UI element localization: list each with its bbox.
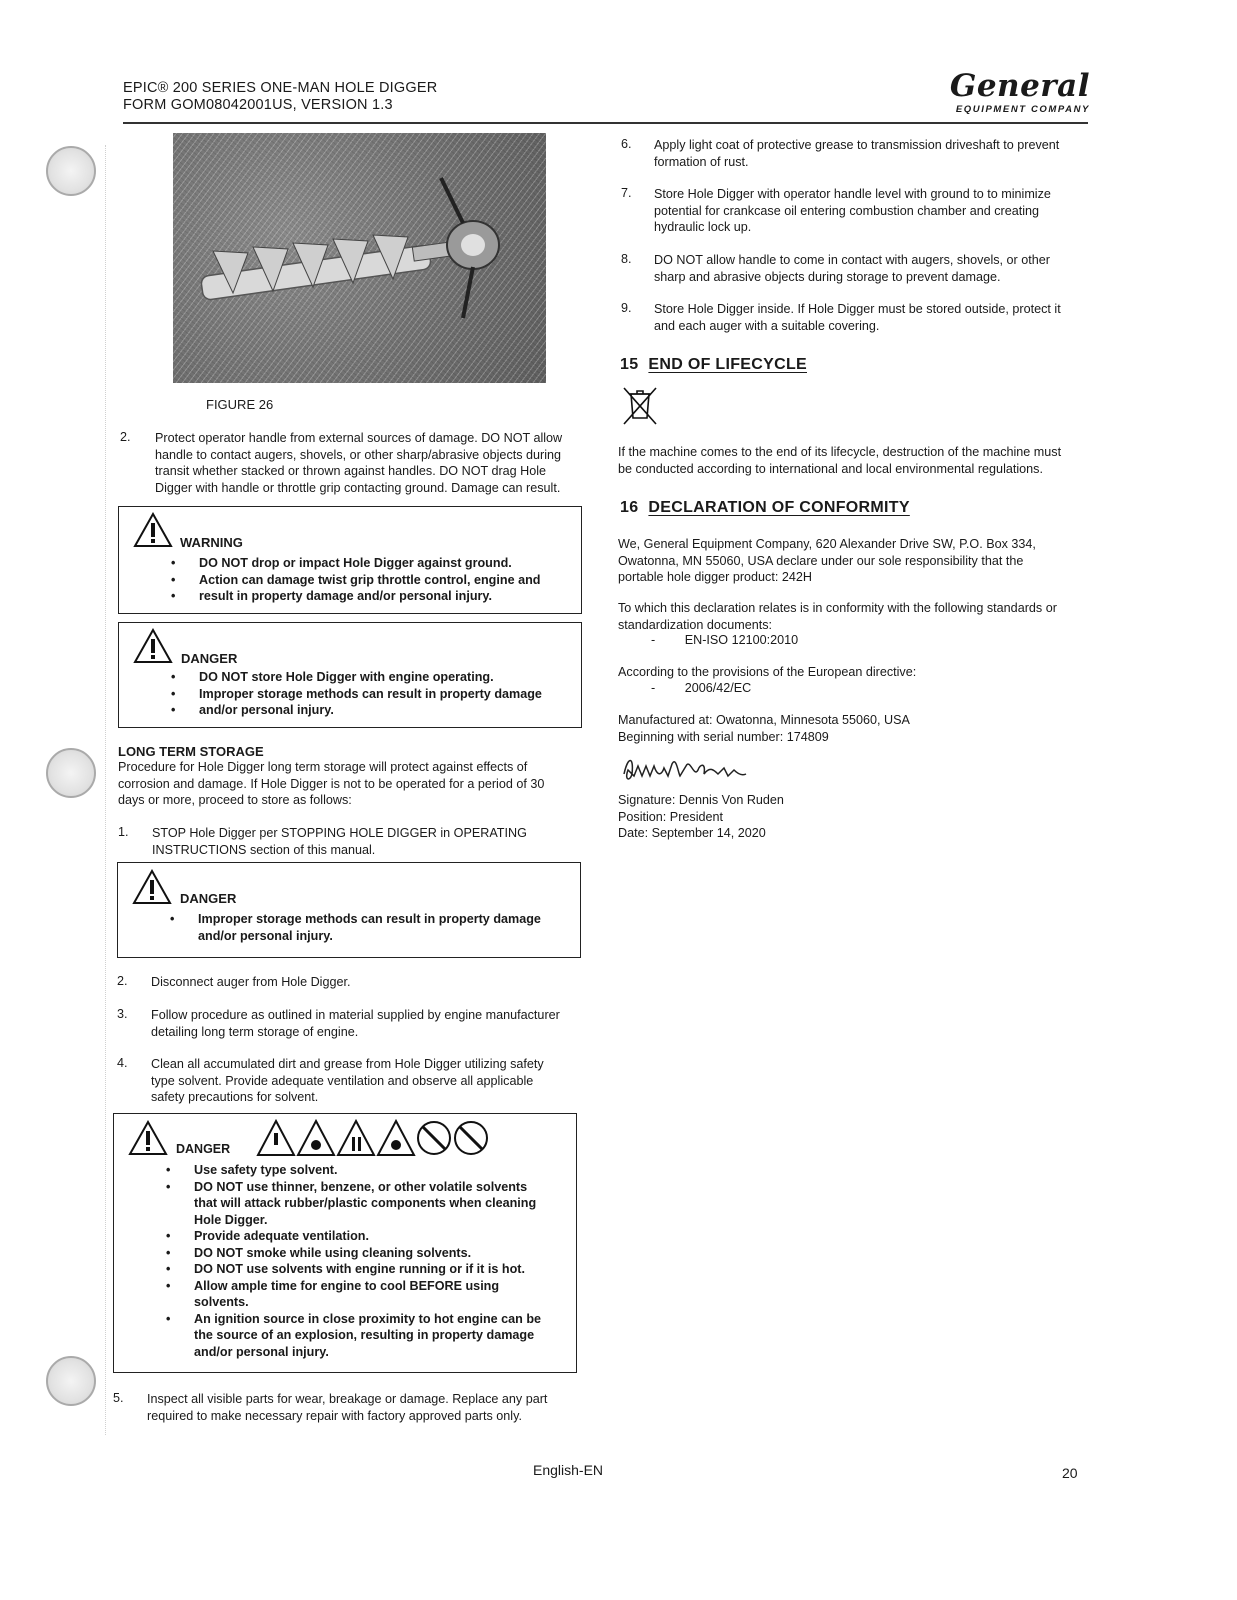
- text-line: DO NOT allow handle to come in contact with augers, shovels, or other: [654, 253, 1050, 267]
- signature-block: [618, 792, 784, 842]
- lt-step-4-number: 4.: [117, 1056, 128, 1070]
- text-line: handle to contact augers, shovels, or other sharp/abrasive objects during: [155, 447, 562, 462]
- list-item: • DO NOT smoke while using cleaning solvents.: [166, 1245, 566, 1262]
- serial-number: Beginning with serial number: 174809: [618, 729, 829, 744]
- text-line: and each auger with a suitable covering.: [654, 318, 880, 333]
- list-item-continuation: solvents.: [194, 1295, 249, 1309]
- declaration-paragraph-2: [618, 600, 1098, 633]
- long-term-storage-section: [118, 744, 588, 809]
- danger-triangle-icon: [133, 628, 173, 664]
- text-line: Store Hole Digger with operator handle level with ground to to minimize: [654, 187, 1051, 201]
- list-item: • Use safety type solvent.: [166, 1162, 566, 1179]
- danger-list: [170, 911, 570, 944]
- list-item: • Action can damage twist grip throttle control, engine and: [171, 572, 571, 589]
- directive-item: [651, 680, 751, 697]
- hazard-pictograms-icon: [256, 1117, 496, 1159]
- punch-hole-middle: [46, 748, 96, 798]
- list-item: • DO NOT use thinner, benzene, or other volatile solvents: [166, 1179, 566, 1196]
- list-item: and/or personal injury.: [198, 928, 333, 943]
- section-title: END OF LIFECYCLE: [648, 356, 807, 373]
- header-title-line2: FORM GOM08042001US, VERSION 1.3: [123, 97, 393, 113]
- long-term-storage-heading: LONG TERM STORAGE: [118, 744, 264, 759]
- text-line: Inspect all visible parts for wear, breakage or damage. Replace any part: [147, 1392, 548, 1406]
- signature-position: Position: President: [618, 809, 724, 824]
- section-number: 15: [620, 356, 639, 373]
- text-line: STOP Hole Digger per STOPPING HOLE DIGGER in OPERATING: [152, 826, 527, 840]
- text-line: Owatonna, MN 55060, USA declare under our sole responsibility that the: [618, 553, 1024, 568]
- footer-language: English-EN: [533, 1462, 604, 1478]
- list-item: • Improper storage methods can result in property damage: [170, 911, 570, 928]
- warning-list: [171, 555, 571, 605]
- list-item: • Provide adequate ventilation.: [166, 1228, 566, 1245]
- directive-name: 2006/42/EC: [684, 681, 752, 695]
- lt-step-2-text: Disconnect auger from Hole Digger.: [151, 975, 351, 989]
- text-line: Follow procedure as outlined in material supplied by engine manufacturer: [151, 1008, 560, 1022]
- step-6-text: [654, 137, 1094, 170]
- text-line: transit whether stacked or thrown against handles. DO NOT drag Hole: [155, 464, 547, 478]
- list-item: • DO NOT use solvents with engine running or if it is hot.: [166, 1261, 566, 1278]
- text-line: We, General Equipment Company, 620 Alexander Drive SW, P.O. Box 334,: [618, 537, 1036, 551]
- section-title: DECLARATION OF CONFORMITY: [648, 499, 910, 516]
- danger-triangle-icon: [132, 869, 172, 905]
- danger-box-solvents: [113, 1113, 577, 1373]
- page-number: 20: [1062, 1465, 1078, 1481]
- figure-26-photo: [173, 133, 546, 383]
- lt-step-2-number: 2.: [117, 974, 128, 988]
- text-line: Procedure for Hole Digger long term storage will protect against effects of: [118, 760, 528, 774]
- text-line: standardization documents:: [618, 617, 773, 632]
- step-9-text: [654, 301, 1094, 334]
- list-item: • result in property damage and/or personal injury.: [171, 588, 571, 605]
- dash: -: [651, 681, 656, 695]
- list-item-continuation: the source of an explosion, resulting in property damage: [194, 1328, 535, 1342]
- section-number: 16: [620, 499, 639, 516]
- text-line: INSTRUCTIONS section of this manual.: [152, 842, 376, 857]
- danger-title: DANGER: [176, 1142, 231, 1156]
- list-item-continuation: that will attack rubber/plastic components when cleaning: [194, 1196, 537, 1210]
- text-line: To which this declaration relates is in conformity with the following standards or: [618, 601, 1057, 615]
- text-line: Store Hole Digger inside. If Hole Digger must be stored outside, protect it: [654, 302, 1061, 316]
- step-7-text: [654, 186, 1094, 236]
- company-logo: [940, 70, 1090, 115]
- dash: -: [651, 633, 656, 647]
- danger-box-storage: [118, 622, 582, 728]
- warning-box: [118, 506, 582, 614]
- logo-wordmark: General: [949, 68, 1090, 104]
- text-line: Clean all accumulated dirt and grease from Hole Digger utilizing safety: [151, 1057, 544, 1071]
- section-16-heading: [620, 499, 910, 517]
- document-header: [123, 80, 437, 114]
- signature-date: Date: September 14, 2020: [618, 826, 766, 840]
- margin-dotted-line: [105, 145, 106, 1435]
- danger-list: [171, 669, 571, 719]
- lt-step-3-text: [151, 1007, 591, 1040]
- lt-step-5-text: [147, 1391, 587, 1424]
- signature-name: Signature: Dennis Von Ruden: [618, 793, 784, 807]
- hole-digger-illustration: [173, 133, 546, 383]
- list-item-continuation: and/or personal injury.: [194, 1344, 329, 1359]
- lt-step-1-text: [152, 825, 582, 858]
- danger-list: [166, 1162, 566, 1360]
- warning-title: WARNING: [180, 535, 243, 550]
- list-item-continuation: Hole Digger.: [194, 1212, 268, 1227]
- text-line: hydraulic lock up.: [654, 220, 752, 234]
- text-line: be conducted according to international and local environmental regulations.: [618, 461, 1043, 476]
- text-line: sharp and abrasive objects during storage to prevent damage.: [654, 269, 1001, 284]
- lt-step-5-number: 5.: [113, 1391, 124, 1405]
- text-line: portable hole digger product: 242H: [618, 570, 812, 584]
- list-item: • and/or personal injury.: [171, 702, 571, 719]
- danger-triangle-icon: [128, 1120, 168, 1156]
- step-2-text: [155, 430, 595, 496]
- list-item: • DO NOT store Hole Digger with engine operating.: [171, 669, 571, 686]
- manufacturer-info: [618, 712, 910, 745]
- declaration-paragraph-1: [618, 536, 1098, 586]
- punch-hole-bottom: [46, 1356, 96, 1406]
- danger-title: DANGER: [181, 651, 238, 666]
- header-rule: [123, 122, 1088, 124]
- danger-title: DANGER: [180, 891, 237, 906]
- step-8-number: 8.: [621, 252, 632, 266]
- step-7-number: 7.: [621, 186, 632, 200]
- list-item: • DO NOT drop or impact Hole Digger against ground.: [171, 555, 571, 572]
- directive-intro: According to the provisions of the European directive:: [618, 665, 917, 679]
- text-line: Apply light coat of protective grease to transmission driveshaft to prevent: [654, 138, 1060, 152]
- text-line: corrosion and damage. If Hole Digger is not to be operated for a period of 30: [118, 776, 545, 791]
- text-line: required to make necessary repair with factory approved parts only.: [147, 1408, 522, 1423]
- list-item: • Allow ample time for engine to cool BEFORE using: [166, 1278, 566, 1295]
- warning-triangle-icon: [133, 512, 173, 548]
- standard-name: EN-ISO 12100:2010: [684, 633, 799, 647]
- text-line: safety precautions for solvent.: [151, 1090, 319, 1104]
- manufactured-at: Manufactured at: Owatonna, Minnesota 55060, USA: [618, 713, 910, 727]
- long-term-storage-text: [118, 759, 588, 809]
- figure-caption: FIGURE 26: [206, 397, 274, 412]
- lt-step-3-number: 3.: [117, 1007, 128, 1021]
- weee-bin-icon: [620, 384, 660, 426]
- text-line: detailing long term storage of engine.: [151, 1024, 359, 1039]
- danger-box-improper-storage: [117, 862, 581, 958]
- standard-item: [651, 632, 798, 649]
- step-8-text: [654, 252, 1094, 285]
- step-6-number: 6.: [621, 137, 632, 151]
- list-item: • Improper storage methods can result in property damage: [171, 686, 571, 703]
- handwritten-signature: [620, 752, 750, 786]
- text-line: Protect operator handle from external sources of damage. DO NOT allow: [155, 431, 563, 445]
- list-item: • An ignition source in close proximity to hot engine can be: [166, 1311, 566, 1328]
- section-15-text: [618, 444, 1098, 477]
- section-15-heading: [620, 356, 807, 374]
- step-9-number: 9.: [621, 301, 632, 315]
- lt-step-1-number: 1.: [118, 825, 129, 839]
- logo-subtitle: EQUIPMENT COMPANY: [955, 104, 1090, 115]
- text-line: type solvent. Provide adequate ventilation and observe all applicable: [151, 1073, 534, 1088]
- text-line: Digger with handle or throttle grip contacting ground. Damage can result.: [155, 480, 561, 495]
- text-line: potential for crankcase oil entering combustion chamber and creating: [654, 203, 1040, 218]
- punch-hole-top: [46, 146, 96, 196]
- step-2-number: 2.: [120, 430, 131, 444]
- text-line: days or more, proceed to store as follows:: [118, 793, 352, 807]
- header-title-line1: EPIC® 200 SERIES ONE-MAN HOLE DIGGER: [123, 80, 438, 96]
- lt-step-4-text: [151, 1056, 591, 1106]
- text-line: formation of rust.: [654, 154, 749, 169]
- text-line: If the machine comes to the end of its lifecycle, destruction of the machine must: [618, 445, 1062, 459]
